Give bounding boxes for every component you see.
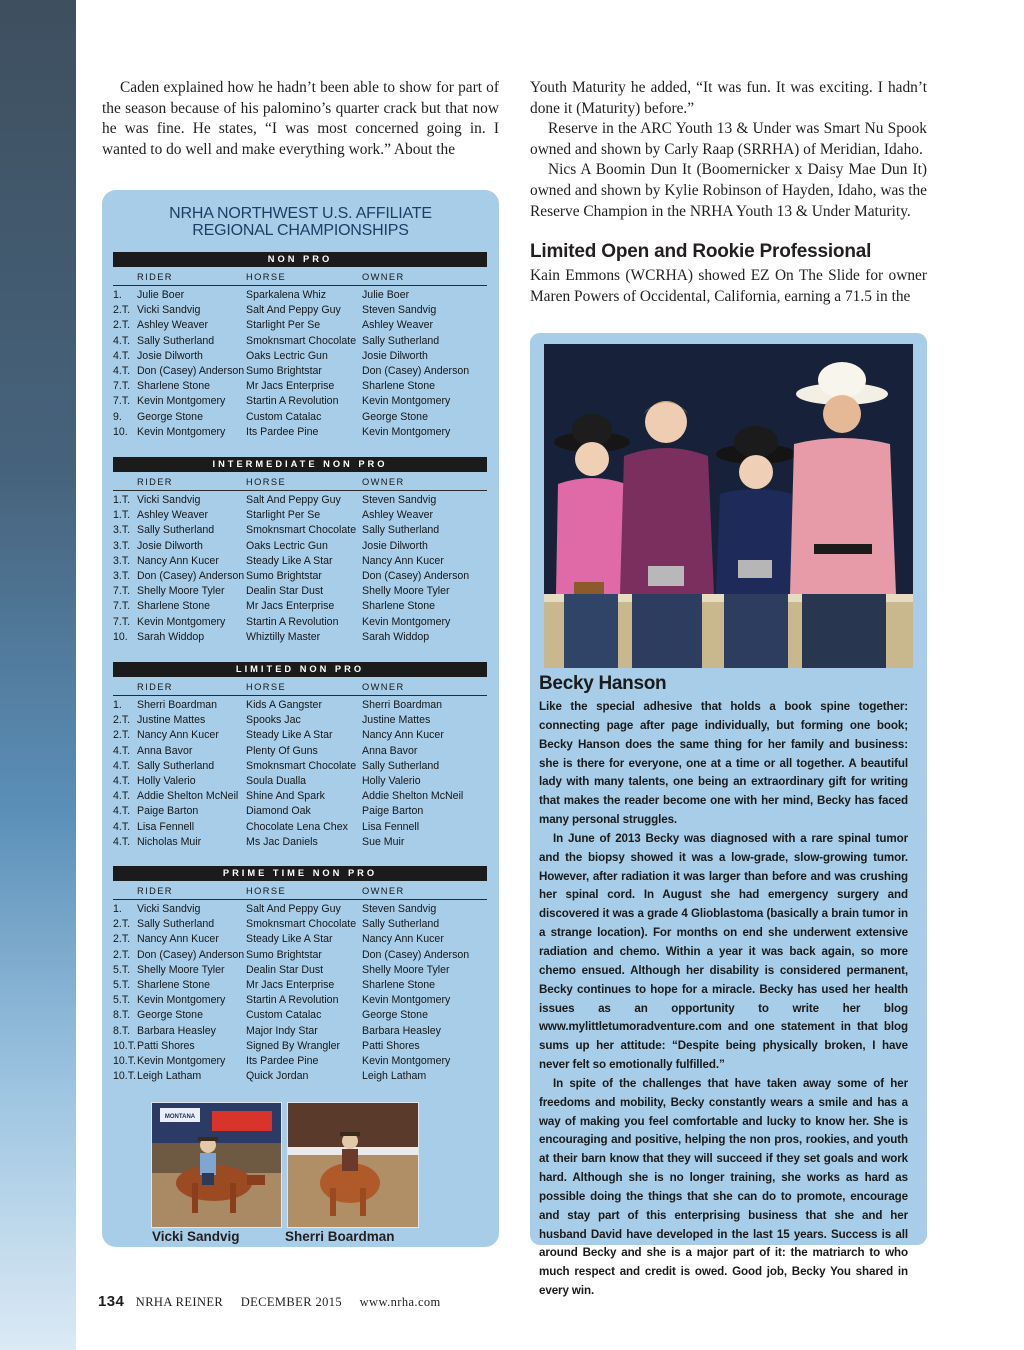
owner-name: Sharlene Stone — [362, 978, 436, 991]
rider-name: Addie Shelton McNeil — [137, 790, 239, 803]
horse-name: Mr Jacs Enterprise — [246, 380, 335, 393]
rider-name: George Stone — [137, 1009, 203, 1022]
results-title-line: NRHA NORTHWEST U.S. AFFILIATE — [169, 205, 432, 222]
placing: 2.T. — [113, 918, 131, 931]
rider-name: Kevin Montgomery — [137, 1054, 226, 1067]
page-edge-gradient — [0, 0, 76, 1350]
rider-name: George Stone — [137, 410, 203, 423]
family-photo — [544, 344, 913, 668]
horse-name: Diamond Oak — [246, 805, 311, 818]
horse-name: Mr Jacs Enterprise — [246, 978, 335, 991]
horse-name: Salt And Peppy Guy — [246, 494, 341, 506]
table-row — [113, 584, 487, 599]
owner-name: Justine Mattes — [362, 714, 431, 727]
table-row — [113, 288, 487, 303]
article-right-column — [530, 78, 927, 222]
article-paragraph: Youth Maturity he added, “It was fun. It was exciting. I hadn’t done it (Maturity) before.” — [530, 79, 927, 117]
results-title-line: REGIONAL CHAMPIONSHIPS — [192, 222, 409, 239]
table-row — [113, 1008, 487, 1023]
placing: 10. — [113, 630, 128, 643]
table-column-headers — [113, 472, 487, 491]
table-row — [113, 539, 487, 554]
placing: 2.T. — [113, 714, 131, 727]
owner-name: Sharlene Stone — [362, 380, 436, 393]
rider-name: Sally Sutherland — [137, 759, 215, 772]
table-row — [113, 493, 487, 508]
placing: 10. — [113, 425, 128, 438]
table-division-header: INTERMEDIATE NON PRO — [113, 457, 487, 472]
horse-name: Steady Like A Star — [246, 933, 333, 946]
owner-name: Don (Casey) Anderson — [362, 364, 470, 377]
rider-name: Sharlene Stone — [137, 600, 211, 613]
photo-caption: Sherri Boardman — [285, 1229, 395, 1244]
placing: 8.T. — [113, 1024, 131, 1037]
table-row — [113, 774, 487, 789]
article-paragraph: Caden explained how he hadn’t been able to show for part of the season because of his palomino’s quarter crack but that now he was fine. He states, “I was most concerned going in. I wanted to do well and make everything work.” About the — [102, 79, 499, 158]
rider-name: Nancy Ann Kucer — [137, 554, 219, 567]
rider-name: Sally Sutherland — [137, 334, 215, 347]
placing: 7.T. — [113, 395, 131, 408]
owner-name: Don (Casey) Anderson — [362, 948, 470, 961]
horse-name: Spooks Jac — [246, 714, 301, 727]
owner-name: Ashley Weaver — [362, 319, 434, 332]
placing: 1. — [113, 903, 122, 915]
website: www.nrha.com — [359, 1295, 441, 1309]
horse-name: Plenty Of Guns — [246, 744, 318, 757]
rider-name: Holly Valerio — [137, 774, 196, 787]
placing: 3.T. — [113, 569, 131, 582]
owner-name: Julie Boer — [362, 289, 410, 301]
rider-name: Barbara Heasley — [137, 1024, 216, 1037]
article-left-column — [102, 78, 499, 160]
profile-paragraph: Like the special adhesive that holds a book spine together: connecting page after page individually, but forming one book; Becky Hanson does the same thing for her family and business: she is there for everyone, one at a time or all together. A beautiful lady with many talents, one being an extraordinary gift for writing that makes the reader become one with her mind, Becky has faced many personal struggles. — [539, 700, 908, 827]
placing: 10.T. — [113, 1054, 136, 1067]
rider-name: Sherri Boardman — [137, 699, 218, 711]
arena-sign-text: MONTANA — [164, 1114, 196, 1120]
table-row — [113, 820, 487, 835]
owner-name: Kevin Montgomery — [362, 425, 451, 438]
table-division-header: PRIME TIME NON PRO — [113, 866, 487, 881]
sherri-boardman-photo — [287, 1102, 419, 1228]
rider-name: Nancy Ann Kucer — [137, 933, 219, 946]
owner-column-header: OWNER — [362, 682, 405, 692]
horse-name: Custom Catalac — [246, 410, 322, 423]
results-table — [113, 866, 487, 1084]
table-row — [113, 804, 487, 819]
owner-name: Barbara Heasley — [362, 1024, 441, 1037]
rider-name: Vicki Sandvig — [137, 494, 201, 506]
table-row — [113, 508, 487, 523]
placing: 2.T. — [113, 319, 131, 332]
rider-name: Sarah Widdop — [137, 630, 205, 643]
horse-name: Chocolate Lena Chex — [246, 820, 348, 833]
placing: 5.T. — [113, 994, 131, 1007]
limited-open-section — [530, 240, 927, 307]
placing: 3.T. — [113, 539, 131, 552]
profile-body — [539, 698, 908, 1301]
placing: 10.T. — [113, 1070, 136, 1083]
owner-name: Sally Sutherland — [362, 334, 440, 347]
owner-name: Nancy Ann Kucer — [362, 933, 444, 946]
horse-name: Salt And Peppy Guy — [246, 304, 341, 317]
owner-name: Josie Dilworth — [362, 539, 428, 552]
owner-name: Leigh Latham — [362, 1070, 427, 1083]
rider-name: Nicholas Muir — [137, 835, 202, 848]
rider-name: Josie Dilworth — [137, 349, 203, 362]
profile-paragraph: In June of 2013 Becky was diagnosed with a rare spinal tumor and the biopsy showed it was a low-grade, slow-growing tumor. However, after radiation it was larger than before and was crushing her spinal cord. In August she had emergency surgery and discovered it was a grade 4 Glioblastoma (basically a brain tumor in a strange location). For months on end she underwent extensive radiation and chemo. Within a year it was back again, so more chemo ensued. Although her disability is considered permanent, Becky continues to hope for a miracle. Becky has used her health issues as an opportunity to write her blog www.mylittletumoradventure.com and one statement in that blog sums up her attitude: “Despite being physically broken, I have never felt so emotionally fulfilled.” — [539, 831, 908, 1072]
table-column-headers — [113, 677, 487, 696]
article-paragraph: Kain Emmons (WCRHA) showed EZ On The Slide for owner Maren Powers of Occidental, California, earning a 71.5 in the — [530, 267, 927, 305]
horse-name: Smoknsmart Chocolate — [246, 524, 357, 537]
page-footer — [98, 1293, 441, 1310]
table-row — [113, 978, 487, 993]
rider-name: Don (Casey) Anderson — [137, 364, 245, 377]
horse-column-header: HORSE — [246, 477, 287, 487]
rider-name: Sally Sutherland — [137, 918, 215, 931]
table-row — [113, 759, 487, 774]
table-row — [113, 835, 487, 850]
placing: 5.T. — [113, 978, 131, 991]
placing: 4.T. — [113, 744, 131, 757]
owner-column-header: OWNER — [362, 477, 405, 487]
horse-name: Custom Catalac — [246, 1009, 322, 1022]
table-row — [113, 1069, 487, 1084]
rider-name: Kevin Montgomery — [137, 395, 226, 408]
owner-name: Kevin Montgomery — [362, 395, 451, 408]
owner-name: Holly Valerio — [362, 774, 421, 787]
owner-name: Kevin Montgomery — [362, 1054, 451, 1067]
table-row — [113, 599, 487, 614]
article-paragraph: Reserve in the ARC Youth 13 & Under was Smart Nu Spook owned and shown by Carly Raap (SRRHA) of Meridian, Idaho. — [530, 120, 927, 158]
placing: 4.T. — [113, 820, 131, 833]
page-number: 134 — [98, 1293, 125, 1310]
table-row — [113, 630, 487, 645]
profile-paragraph: In spite of the challenges that have taken away some of her freedoms and mobility, Becky constantly wears a smile and has a way of making you feel comfortable and lucky to know her. She is encouraging and positive, helping the non pros, rookies, and youth at their barn know that they will succeed if they set goals and work hard. Although she is no longer training, she works as hard as possible doing the things that she can do to promote, encourage and stay part of this enterprising business that she and her husband David have developed in the last 15 years. Success is all around Becky and she is a major part of it: the matriarch to who much respect and credit is owed. Good job, Becky You shared in every win. — [539, 1076, 908, 1298]
table-row — [113, 364, 487, 379]
rider-name: Patti Shores — [137, 1039, 195, 1052]
owner-name: Shelly Moore Tyler — [362, 963, 450, 976]
horse-column-header: HORSE — [246, 886, 287, 896]
table-division-header: NON PRO — [113, 252, 487, 267]
table-row — [113, 334, 487, 349]
horse-name: Oaks Lectric Gun — [246, 539, 328, 552]
placing: 1.T. — [113, 494, 131, 506]
rider-name: Vicki Sandvig — [137, 903, 201, 915]
rider-name: Paige Barton — [137, 805, 199, 818]
table-column-headers — [113, 267, 487, 286]
horse-name: Startin A Revolution — [246, 395, 339, 408]
horse-name: Startin A Revolution — [246, 994, 339, 1007]
placing: 4.T. — [113, 349, 131, 362]
placing: 2.T. — [113, 948, 131, 961]
rider-name: Don (Casey) Anderson — [137, 948, 245, 961]
horse-name: Salt And Peppy Guy — [246, 903, 341, 915]
owner-name: Don (Casey) Anderson — [362, 569, 470, 582]
rider-name: Kevin Montgomery — [137, 994, 226, 1007]
placing: 4.T. — [113, 759, 131, 772]
owner-name: Sally Sutherland — [362, 759, 440, 772]
horse-name: Sumo Brightstar — [246, 364, 322, 377]
table-row — [113, 917, 487, 932]
rider-name: Ashley Weaver — [137, 509, 209, 522]
placing: 3.T. — [113, 524, 131, 537]
horse-name: Its Pardee Pine — [246, 1054, 319, 1067]
owner-name: George Stone — [362, 410, 428, 423]
rider-name: Sharlene Stone — [137, 978, 211, 991]
horse-column-header: HORSE — [246, 682, 287, 692]
placing: 4.T. — [113, 774, 131, 787]
owner-name: Steven Sandvig — [362, 903, 437, 915]
rider-name: Josie Dilworth — [137, 539, 203, 552]
placing: 10.T. — [113, 1039, 136, 1052]
horse-name: Smoknsmart Chocolate — [246, 334, 357, 347]
table-row — [113, 554, 487, 569]
placing: 2.T. — [113, 729, 131, 742]
rider-name: Nancy Ann Kucer — [137, 729, 219, 742]
rider-column-header: RIDER — [137, 477, 173, 487]
rider-name: Vicki Sandvig — [137, 304, 201, 317]
rider-column-header: RIDER — [137, 272, 173, 282]
table-row — [113, 948, 487, 963]
owner-name: Sally Sutherland — [362, 524, 440, 537]
horse-name: Smoknsmart Chocolate — [246, 759, 357, 772]
table-row — [113, 963, 487, 978]
issue-date: DECEMBER 2015 — [240, 1295, 343, 1309]
table-row — [113, 1024, 487, 1039]
table-row — [113, 425, 487, 440]
owner-name: Nancy Ann Kucer — [362, 554, 444, 567]
horse-name: Dealin Star Dust — [246, 963, 324, 976]
placing: 9. — [113, 410, 122, 423]
table-row — [113, 379, 487, 394]
horse-name: Soula Dualla — [246, 774, 307, 787]
placing: 4.T. — [113, 805, 131, 818]
results-title — [102, 205, 499, 239]
owner-name: Josie Dilworth — [362, 349, 428, 362]
owner-name: Sherri Boardman — [362, 699, 443, 711]
horse-name: Oaks Lectric Gun — [246, 349, 328, 362]
placing: 3.T. — [113, 554, 131, 567]
horse-name: Shine And Spark — [246, 790, 325, 803]
table-row — [113, 349, 487, 364]
placing: 1.T. — [113, 509, 131, 522]
rider-name: Julie Boer — [137, 289, 185, 301]
horse-name: Mr Jacs Enterprise — [246, 600, 335, 613]
placing: 2.T. — [113, 933, 131, 946]
table-row — [113, 902, 487, 917]
owner-name: Nancy Ann Kucer — [362, 729, 444, 742]
rider-name: Ashley Weaver — [137, 319, 209, 332]
owner-name: Patti Shores — [362, 1039, 420, 1052]
placing: 7.T. — [113, 615, 131, 628]
rider-name: Kevin Montgomery — [137, 425, 226, 438]
placing: 4.T. — [113, 790, 131, 803]
owner-name: Anna Bavor — [362, 744, 418, 757]
rider-column-header: RIDER — [137, 886, 173, 896]
placing: 7.T. — [113, 585, 131, 598]
horse-name: Ms Jac Daniels — [246, 835, 318, 848]
table-row — [113, 410, 487, 425]
rider-column-header: RIDER — [137, 682, 173, 692]
placing: 7.T. — [113, 380, 131, 393]
owner-name: Sally Sutherland — [362, 918, 440, 931]
placing: 2.T. — [113, 304, 131, 317]
results-table — [113, 662, 487, 850]
owner-name: Sue Muir — [362, 835, 405, 848]
rider-name: Sharlene Stone — [137, 380, 211, 393]
horse-name: Whiztilly Master — [246, 630, 321, 643]
placing: 1. — [113, 289, 122, 301]
owner-name: Paige Barton — [362, 805, 424, 818]
results-table — [113, 457, 487, 645]
owner-name: Kevin Montgomery — [362, 615, 451, 628]
table-row — [113, 713, 487, 728]
owner-name: Sharlene Stone — [362, 600, 436, 613]
horse-column-header: HORSE — [246, 272, 287, 282]
owner-name: Lisa Fennell — [362, 820, 420, 833]
horse-name: Its Pardee Pine — [246, 425, 319, 438]
horse-name: Dealin Star Dust — [246, 585, 324, 598]
table-column-headers — [113, 881, 487, 900]
table-row — [113, 993, 487, 1008]
owner-name: Kevin Montgomery — [362, 994, 451, 1007]
article-paragraph: Nics A Boomin Dun It (Boomernicker x Daisy Mae Dun It) owned and shown by Kylie Robinson of Hayden, Idaho, was the Reserve Champion in the NRHA Youth 13 & Under Maturity. — [530, 161, 927, 220]
owner-name: Steven Sandvig — [362, 304, 437, 317]
horse-name: Kids A Gangster — [246, 699, 322, 711]
table-row — [113, 394, 487, 409]
table-row — [113, 932, 487, 947]
horse-name: Starlight Per Se — [246, 509, 321, 522]
rider-name: Justine Mattes — [137, 714, 206, 727]
magazine-name: NRHA REINER — [135, 1295, 224, 1309]
owner-column-header: OWNER — [362, 886, 405, 896]
horse-name: Starlight Per Se — [246, 319, 321, 332]
owner-name: Sarah Widdop — [362, 630, 430, 643]
rider-name: Shelly Moore Tyler — [137, 585, 225, 598]
table-row — [113, 318, 487, 333]
horse-name: Major Indy Star — [246, 1024, 318, 1037]
owner-name: Shelly Moore Tyler — [362, 585, 450, 598]
section-heading: Limited Open and Rookie Professional — [530, 241, 872, 262]
horse-name: Startin A Revolution — [246, 615, 339, 628]
table-row — [113, 569, 487, 584]
placing: 4.T. — [113, 334, 131, 347]
placing: 7.T. — [113, 600, 131, 613]
horse-name: Smoknsmart Chocolate — [246, 918, 357, 931]
horse-name: Steady Like A Star — [246, 554, 333, 567]
profile-name: Becky Hanson — [539, 673, 667, 694]
placing: 5.T. — [113, 963, 131, 976]
rider-name: Shelly Moore Tyler — [137, 963, 225, 976]
table-row — [113, 789, 487, 804]
placing: 4.T. — [113, 364, 131, 377]
table-row — [113, 303, 487, 318]
table-row — [113, 1054, 487, 1069]
photo-caption: Vicki Sandvig — [152, 1229, 240, 1244]
horse-name: Sparkalena Whiz — [246, 289, 327, 301]
table-row — [113, 1039, 487, 1054]
table-row — [113, 728, 487, 743]
rider-name: Anna Bavor — [137, 744, 193, 757]
table-row — [113, 698, 487, 713]
owner-name: Steven Sandvig — [362, 494, 437, 506]
rider-name: Don (Casey) Anderson — [137, 569, 245, 582]
placing: 1. — [113, 699, 122, 711]
rider-name: Leigh Latham — [137, 1070, 202, 1083]
rider-name: Lisa Fennell — [137, 820, 195, 833]
horse-name: Signed By Wrangler — [246, 1039, 341, 1052]
table-division-header: LIMITED NON PRO — [113, 662, 487, 677]
owner-column-header: OWNER — [362, 272, 405, 282]
placing: 8.T. — [113, 1009, 131, 1022]
rider-name: Kevin Montgomery — [137, 615, 226, 628]
horse-name: Quick Jordan — [246, 1070, 309, 1083]
horse-name: Sumo Brightstar — [246, 569, 322, 582]
rider-name: Sally Sutherland — [137, 524, 215, 537]
owner-name: George Stone — [362, 1009, 428, 1022]
placing: 4.T. — [113, 835, 131, 848]
table-row — [113, 744, 487, 759]
horse-name: Sumo Brightstar — [246, 948, 322, 961]
results-table — [113, 252, 487, 440]
vicki-sandvig-photo — [151, 1102, 282, 1228]
horse-name: Steady Like A Star — [246, 729, 333, 742]
owner-name: Ashley Weaver — [362, 509, 434, 522]
table-row — [113, 523, 487, 538]
table-row — [113, 615, 487, 630]
owner-name: Addie Shelton McNeil — [362, 790, 464, 803]
